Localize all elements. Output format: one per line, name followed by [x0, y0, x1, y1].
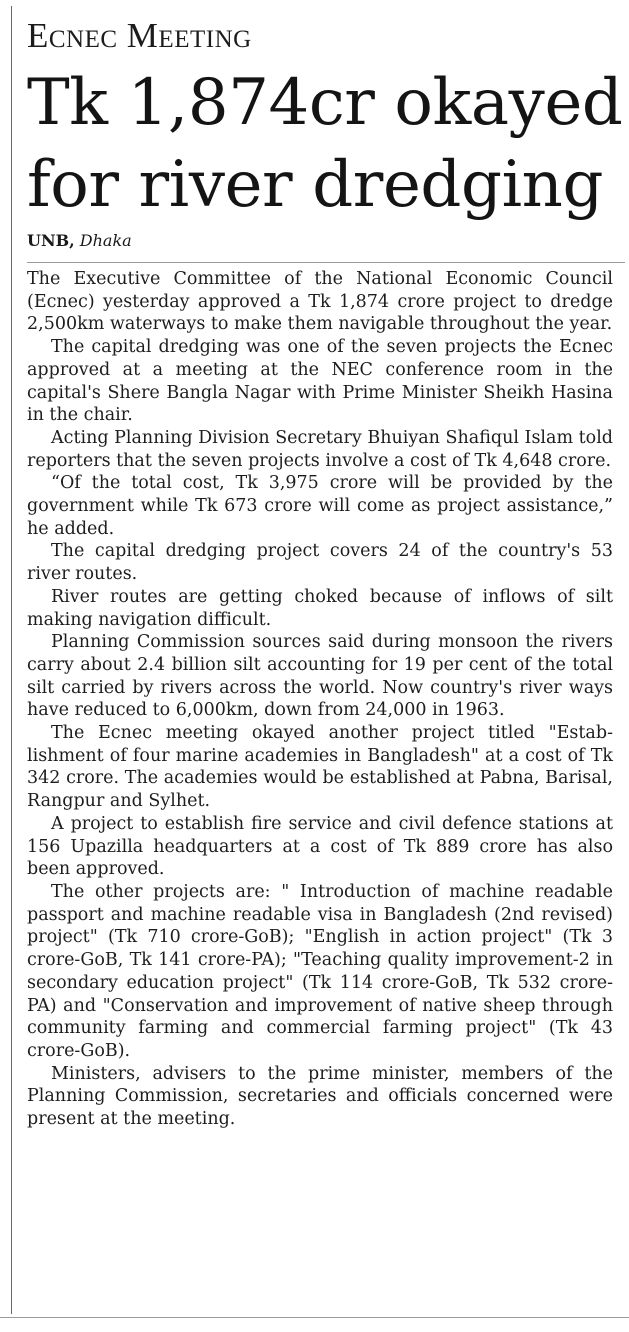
article-body — [27, 268, 613, 1131]
article-paragraph: The Executive Committee of the National Economic Council (Ecnec) yesterday approved a Tk 1,874 crore project to dredge 2,500km waterways to make them navigable throughout the year. — [27, 269, 613, 335]
article-paragraph: Acting Planning Division Secretary Bhuiyan Shafiqul Islam told reporters that the seven projects involve a cost of Tk 4,648 crore. — [27, 427, 613, 471]
byline-place: Dhaka — [79, 231, 132, 250]
headline-line-1: Tk 1,874cr okayed — [27, 66, 623, 140]
section-kicker: Ecnec Meeting — [27, 16, 252, 55]
article-paragraph: Planning Commission sources said during monsoon the rivers carry about 2.4 billion silt accounting for 19 per cent of the total silt carried by rivers across the world. Now country's river ways have reduced to 6,000km, down from 24,000 in 1963. — [27, 632, 613, 721]
article-paragraph: River routes are getting choked because of inflows of silt making navigation difficult. — [27, 586, 613, 630]
article-paragraph: Ministers, advisers to the prime minister, members of the Planning Commission, secretaries and officials concerned were present at the meeting. — [27, 1063, 613, 1130]
article-paragraph: “Of the total cost, Tk 3,975 crore will be provided by the government while Tk 673 crore will come as project assistance,” he added. — [27, 473, 613, 539]
bottom-rule — [0, 1317, 629, 1318]
article-paragraph: The capital dredging project covers 24 of the country's 53 river routes. — [27, 541, 613, 585]
article-paragraph: A project to establish fire service and civil defence stations at 156 Upazilla headquarters at a cost of Tk 889 crore has also been approved. — [27, 813, 613, 880]
headline — [27, 62, 627, 226]
headline-line-2: for river dredging — [27, 148, 604, 222]
byline-divider — [27, 262, 625, 263]
byline-agency: UNB, — [27, 231, 75, 250]
article-paragraph: The Ecnec meeting okayed another project titled "Establishment of four marine academies in Bangladesh" at a cost of Tk 342 crore. The academies would be established at Pabna, Barisal, Rangpur and Sylhet. — [27, 723, 613, 812]
article-paragraph: The capital dredging was one of the seven projects the Ecnec approved at a meeting at the NEC conference room in the capital's Shere Bangla Nagar with Prime Minister Sheikh Hasina in the chair. — [27, 337, 613, 426]
article-paragraph: The other projects are: " Introduction of machine readable passport and machine readable visa in Bangladesh (2nd revised) project" (Tk 710 crore-GoB); "English in action project" (Tk 3 crore-GoB, Tk 141 crore-PA); "Teaching quality improvement-2 in secondary education project" (Tk 114 crore-GoB, Tk 532 crore-PA) and "Conservation and improvement of native sheep through community farming and commercial farming project" (Tk 43 crore-GoB). — [27, 881, 613, 1061]
byline — [27, 230, 132, 252]
column-rule-left — [11, 6, 12, 1314]
